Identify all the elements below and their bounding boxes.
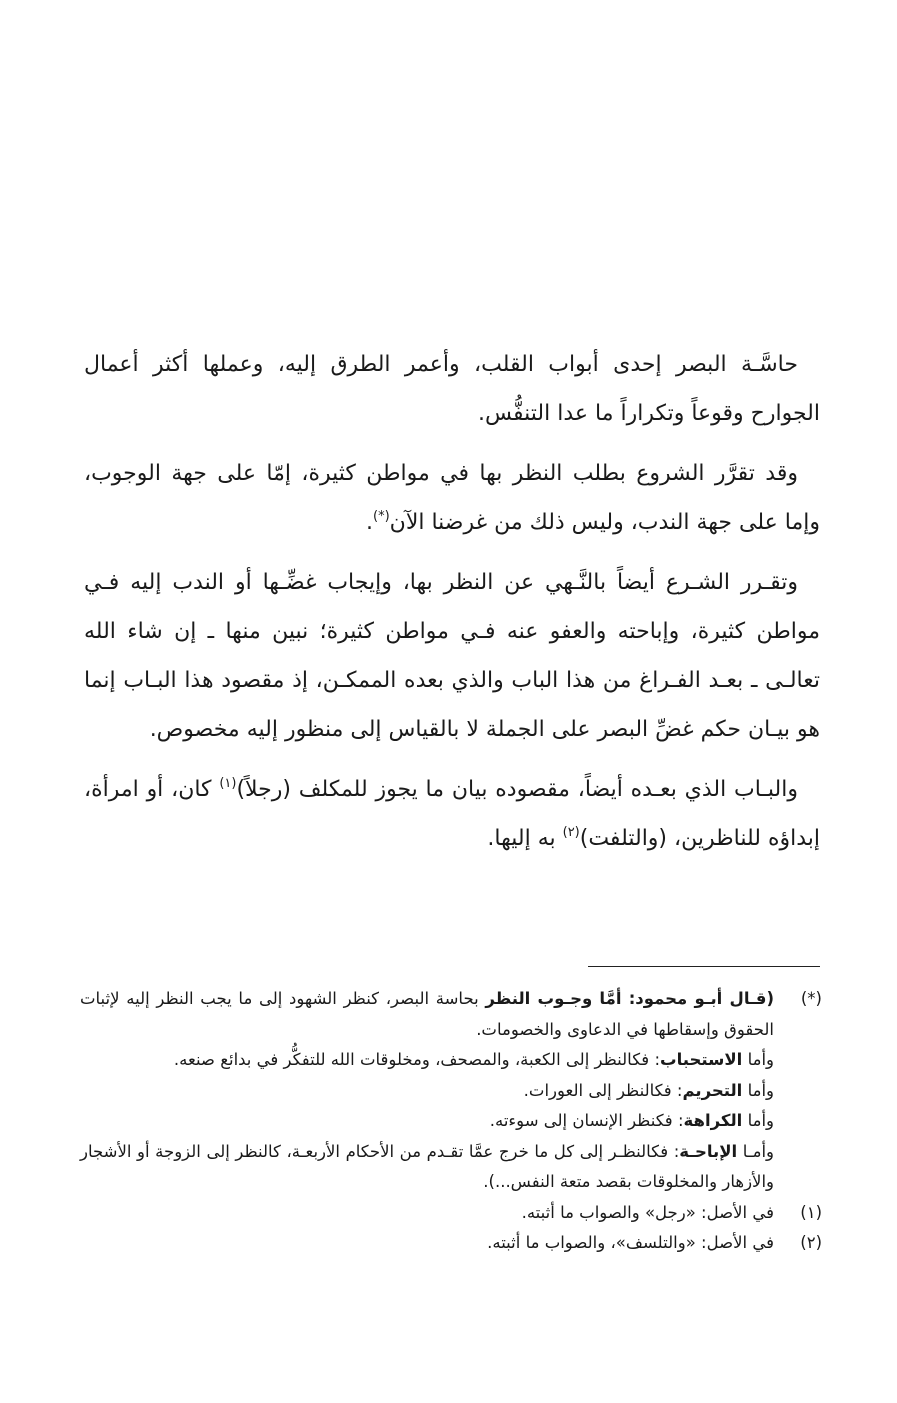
footnote-star [80,984,822,1198]
paragraph-1 [84,340,820,438]
footnote-2-text: في الأصل: «والتلسف»، والصواب ما أثبته. [487,1233,774,1252]
footnote-karaha [80,1106,774,1137]
footnote-star-lead [80,984,774,1045]
footnote-ref-star[interactable]: (*) [373,509,390,524]
paragraph-2 [84,449,820,547]
karaha-text: : فكنظر الإنسان إلى سوءته. [489,1111,684,1130]
ibaha-text: : فكالنظـر إلى كل ما خرج عمَّا تقـدم من الأحكام الأربعـة، كالنظر إلى الزوجة أو الأشجار والأزهار والمخلوقات بقصد متعة النفس...). [80,1141,774,1191]
footnote-2 [80,1228,822,1259]
karaha-pre: وأما [742,1111,774,1130]
paragraph-1-text: حاسَّـة البصر إحدى أبواب القلب، وأعمر الطرق إليه، وعملها أكثر أعمال الجوارح وقوعاً وتكراراً ما عدا التنفُّس. [84,352,820,426]
paragraph-3-text: وتقـرر الشـرع أيضاً بالنَّـهي عن النظر بها، وإيجاب غضِّـها أو الندب إليه فـي مواطن كثيرة، وإباحته والعفو عنه فـي مواطن كثيرة؛ نبين منها ـ إن شاء الله تعالـى ـ بعـد الفـراغ من هذا الباب والذي بعده الممكـن، إذ مقصود هذا البـاب إنما هو بيـان حكم غضِّ البصر على الجملة لا بالقياس إلى منظور إليه مخصوص. [84,570,820,742]
footnote-star-body [80,984,774,1198]
footnotes [80,984,822,1259]
main-text [84,340,820,874]
footnote-2-mark: (٢) [800,1233,822,1252]
footnote-ref-1[interactable]: (١) [219,776,237,791]
paragraph-3 [84,558,820,754]
istihbab-pre: وأما [742,1050,774,1069]
footnote-star-lead-rest: بحاسة البصر، كنظر الشهود إلى ما يجب النظر إليه لإثبات الحقوق وإسقاطها في الدعاوى والخصومات. [80,989,774,1039]
footnote-ref-2[interactable]: (٢) [562,825,580,840]
istihbab-text: : فكالنظر إلى الكعبة، والمصحف، ومخلوقات الله للتفكُّر في بدائع صنعه. [173,1050,661,1069]
paragraph-4-text-c: به إليها. [487,826,563,851]
footnote-ibaha [80,1137,774,1198]
tahrim-pre: وأما [742,1080,774,1100]
footnote-tahrim [80,1076,774,1107]
ibaha-pre: وأمـا [737,1141,774,1161]
paragraph-2-end: . [366,510,373,535]
footnote-istihbab [80,1045,774,1076]
paragraph-4 [84,765,820,863]
footnote-star-mark: (*) [800,989,822,1008]
footnote-separator [588,966,820,967]
paragraph-4-text-a: والبـاب الذي بعـده أيضاً، مقصوده بيان ما يجوز للمكلف (رجلاً) [236,777,798,802]
footnote-star-lead-bold: (قـال أبـو محمود: أمَّا وجـوب النظر [485,989,774,1008]
footnote-1 [80,1198,822,1229]
tahrim-term: التحريم [682,1080,743,1100]
footnote-1-mark: (١) [800,1202,822,1222]
tahrim-text: : فكالنظر إلى العورات. [523,1080,683,1100]
paragraph-2-text: وقد تقرَّر الشروع بطلب النظر بها في مواطن كثيرة، إمّا على جهة الوجوب، وإما على جهة الندب، وليس ذلك من غرضنا الآن [84,461,820,535]
karaha-term: الكراهة [683,1111,743,1130]
footnote-1-text: في الأصل: «رجل» والصواب ما أثبته. [521,1202,774,1222]
istihbab-term: الاستحباب [660,1050,743,1069]
paragraph-4-text-b: كان، أو امرأة، إبداؤه للناظرين، (والتلفت) [84,777,820,851]
ibaha-term: الإباحـة [679,1141,738,1161]
